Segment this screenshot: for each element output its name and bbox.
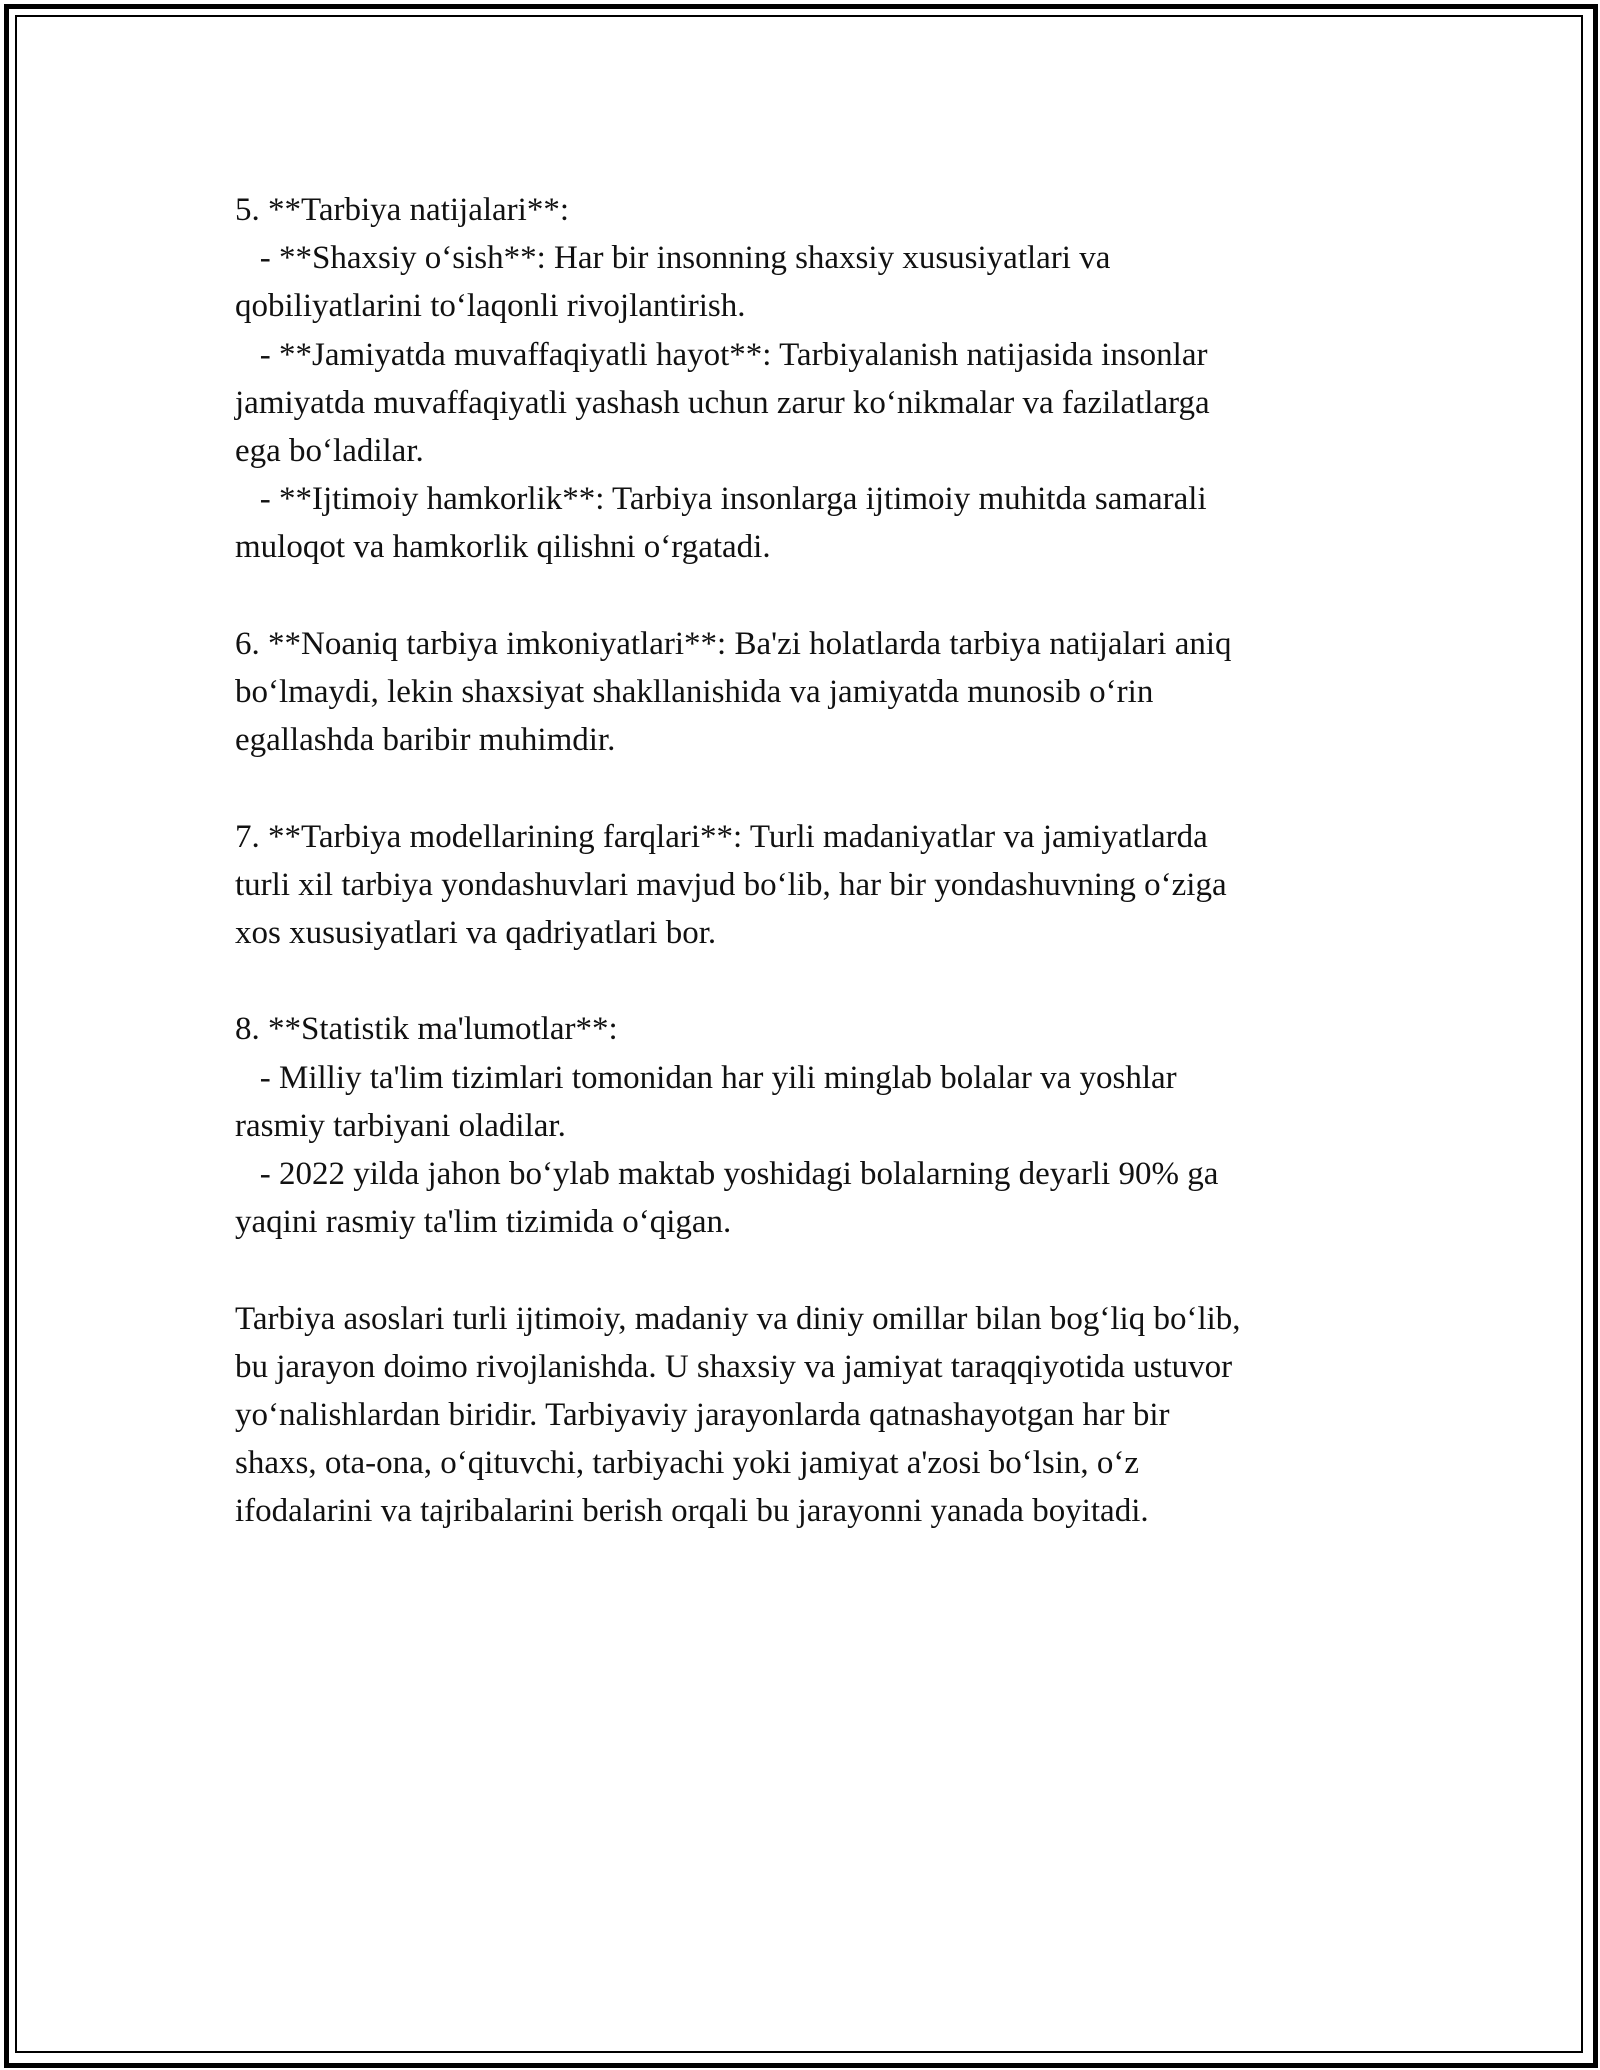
text-line: - Milliy ta'lim tizimlari tomonidan har yili minglab bolalar va yoshlar [235,1059,1177,1096]
text-line: muloqot va hamkorlik qilishni o‘rgatadi. [235,529,771,566]
text-line: yo‘nalishlardan biridir. Tarbiyaviy jarayonlarda qatnashayotgan har bir [235,1397,1170,1434]
text-line: 5. **Tarbiya natijalari**: [235,192,569,228]
text-line: - **Ijtimoiy hamkorlik**: Tarbiya insonlarga ijtimoiy muhitda samarali [235,481,1207,518]
text-line: jamiyatda muvaffaqiyatli yashash uchun zarur ko‘nikmalar va fazilatlarga [235,384,1210,421]
paragraph-gap [235,572,1375,620]
text-line: 7. **Tarbiya modellarining farqlari**: Turli madaniyatlar va jamiyatlarda [235,818,1208,855]
document-body [235,186,1375,1536]
text-line: shaxs, ota-ona, o‘qituvchi, tarbiyachi yoki jamiyat a'zosi bo‘lsin, o‘z [235,1445,1140,1482]
text-line: yaqini rasmiy ta'lim tizimida o‘qigan. [235,1204,732,1241]
text-line: ifodalarini va tajribalarini berish orqali bu jarayonni yanada boyitadi. [235,1493,1149,1530]
text-line: ega bo‘ladilar. [235,433,424,470]
text-line: 8. **Statistik ma'lumotlar**: [235,1011,618,1048]
text-line: egallashda baribir muhimdir. [235,722,616,759]
text-line: turli xil tarbiya yondashuvlari mavjud bo‘lib, har bir yondashuvning o‘ziga [235,866,1227,903]
paragraph-gap [235,764,1375,812]
text-line: - **Jamiyatda muvaffaqiyatli hayot**: Tarbiyalanish natijasida insonlar [235,336,1208,373]
text-line: xos xususiyatlari va qadriyatlari bor. [235,915,717,952]
text-line: bo‘lmaydi, lekin shaxsiyat shakllanishida va jamiyatda munosib o‘rin [235,674,1154,711]
text-line: rasmiy tarbiyani oladilar. [235,1107,566,1144]
text-line: - **Shaxsiy o‘sish**: Har bir insonning shaxsiy xususiyatlari va [235,240,1111,277]
paragraph-gap [235,1246,1375,1294]
text-line: - 2022 yilda jahon bo‘ylab maktab yoshidagi bolalarning deyarli 90% ga [235,1156,1219,1193]
text-line: 6. **Noaniq tarbiya imkoniyatlari**: Ba'zi holatlarda tarbiya natijalari aniq [235,625,1232,662]
paragraph-gap [235,957,1375,1005]
text-line: qobiliyatlarini to‘laqonli rivojlantirish. [235,288,746,325]
text-line: Tarbiya asoslari turli ijtimoiy, madaniy va diniy omillar bilan bog‘liq bo‘lib, [235,1300,1241,1337]
text-line: bu jarayon doimo rivojlanishda. U shaxsiy va jamiyat taraqqiyotida ustuvor [235,1348,1233,1385]
